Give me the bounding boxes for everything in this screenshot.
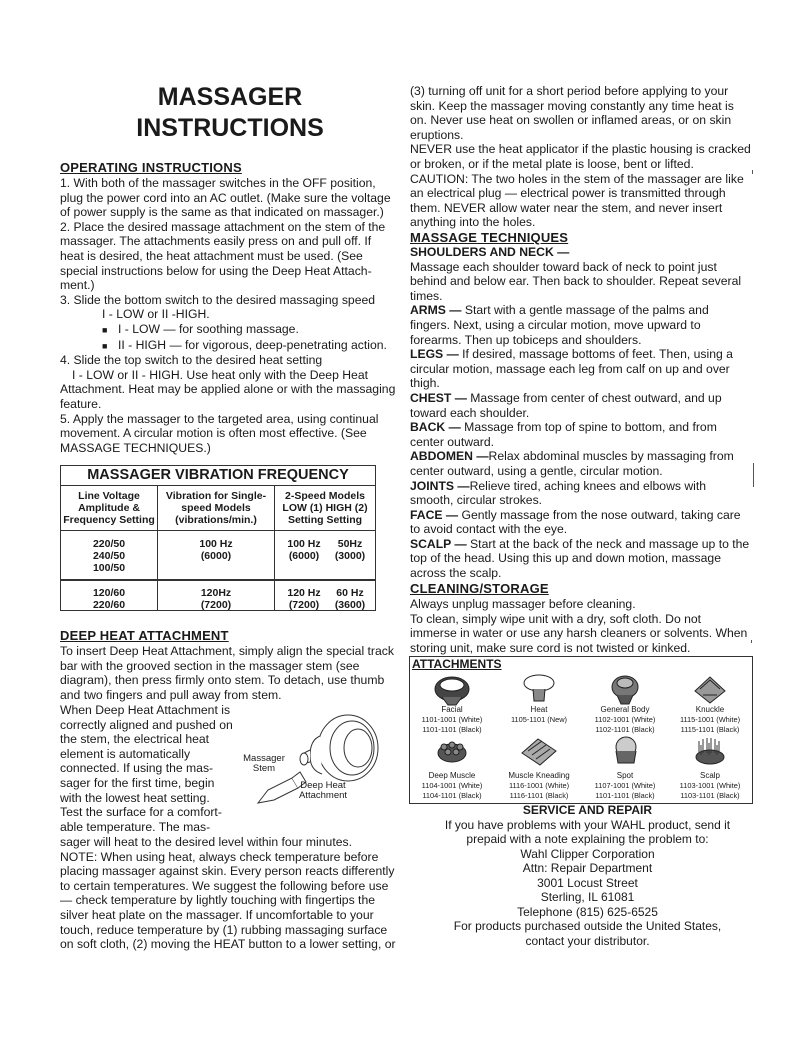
deep-heat-line: bar with the grooved section in the massager stem (see <box>60 658 360 673</box>
technique-line: thigh. <box>410 376 440 391</box>
row1-low <box>281 538 327 562</box>
technique-line: toward each shoulder. <box>410 405 530 420</box>
technique-text: Start with a gentle massage of the palms and <box>461 303 709 318</box>
operating-line: Attachment. Heat may be applied alone or with the massaging <box>60 382 396 397</box>
cell-line: (6000) <box>200 550 232 562</box>
deep-heat-line: When Deep Heat Attachment is <box>60 703 231 717</box>
margin-mark <box>751 640 752 643</box>
operating-line: 3. Slide the bottom switch to the desired massaging speed <box>60 292 376 307</box>
diagram-label: Stem <box>252 763 276 774</box>
attachment-caption <box>494 771 584 801</box>
caution-line: CAUTION: The two holes in the stem of the massager are like <box>410 171 744 186</box>
technique-item <box>410 537 755 552</box>
operating-line: 5. Apply the massager to the targeted area, using continual <box>60 411 379 426</box>
scalp-icon <box>696 738 724 764</box>
bullet-low: ■ I - LOW — for soothing massage. <box>102 321 299 336</box>
technique-item <box>410 347 755 362</box>
row1-high <box>327 538 373 562</box>
header-line: Amplitude & <box>78 502 140 514</box>
technique-label: CHEST — <box>410 390 467 405</box>
row1-voltage <box>61 538 157 574</box>
cleaning-text <box>410 597 755 655</box>
technique-label: LEGS — <box>410 347 459 362</box>
cell-line: (6000) <box>288 550 320 562</box>
technique-line: center outward. <box>410 434 495 449</box>
attachments-heading: ATTACHMENTS <box>412 657 502 671</box>
cell-line: (3600) <box>334 599 366 611</box>
technique-item <box>410 303 755 318</box>
technique-text: If desired, massage bottoms of feet. Then, using a <box>458 347 733 362</box>
header-line: Frequency Setting <box>63 514 155 526</box>
header-line: 2-Speed Models <box>285 490 365 502</box>
title-line-2: INSTRUCTIONS <box>136 114 324 142</box>
deep-heat-text-narrow <box>60 703 240 834</box>
caution-line: (3) turning off unit for a short period before applying to your <box>410 84 729 98</box>
deep-heat-line: correctly aligned and pushed on <box>60 717 233 732</box>
cell-line: (7200) <box>288 599 320 611</box>
technique-label: ABDOMEN — <box>410 449 489 464</box>
attachment-code: 1115-1001 (White) <box>679 715 741 724</box>
row2-high <box>327 587 373 611</box>
deep-heat-line: with the lowest heat setting. <box>60 790 210 805</box>
caution-line: eruptions. <box>410 127 464 142</box>
operating-line: feature. <box>60 396 102 411</box>
attachment-name: Knuckle <box>695 705 725 714</box>
technique-text: Start at the back of the neck and massage up to the <box>466 536 750 551</box>
operating-line: 2. Place the desired massage attachment on the stem of the <box>60 219 386 234</box>
techniques-heading: MASSAGE TECHNIQUES <box>410 230 569 245</box>
technique-label: FACE — <box>410 507 459 522</box>
table-title: MASSAGER VIBRATION FREQUENCY <box>61 466 375 486</box>
attachment-code: 1116-1101 (Black) <box>509 791 569 800</box>
general-body-icon <box>612 676 638 704</box>
attachment-caption <box>580 705 670 735</box>
technique-item <box>410 508 755 523</box>
attachment-code: 1103-1101 (Black) <box>680 791 740 800</box>
heat-cautions <box>410 84 755 230</box>
service-line: 3001 Locust Street <box>537 875 638 890</box>
operating-line: 1. With both of the massager switches in the OFF position, <box>60 176 376 190</box>
col-header-single <box>158 490 274 526</box>
cell-line: 60 Hz <box>336 587 364 599</box>
operating-line: 4. Slide the top switch to the desired heat setting <box>60 353 323 368</box>
heat-attachment-icon <box>524 675 554 701</box>
bullet-high: ■ II - HIGH — for vigorous, deep-penetrating action. <box>102 337 387 352</box>
deep-heat-text-full <box>60 644 400 702</box>
deep-heat-line: on soft cloth, (2) moving the HEAT button to a lower setting, or <box>60 937 396 952</box>
cell-line: (7200) <box>200 599 232 611</box>
deep-heat-line: Test the surface for a comfort- <box>60 805 222 820</box>
operating-line: massager. The attachments easily press on and pull off. If <box>60 234 372 249</box>
attachment-caption <box>665 705 755 735</box>
page-title <box>90 82 370 144</box>
deep-heat-diagram <box>240 708 400 818</box>
cell-line: 120Hz <box>200 587 232 599</box>
technique-label: JOINTS — <box>410 478 470 493</box>
caution-line: NEVER use the heat applicator if the plastic housing is cracked <box>410 142 751 157</box>
deep-heat-line: able temperature. The mas- <box>60 819 211 834</box>
row1-single <box>158 538 274 562</box>
attachment-code: 1116-1001 (White) <box>508 781 570 790</box>
technique-item <box>410 391 755 406</box>
deep-heat-line: the stem, the electrical heat <box>60 732 210 747</box>
cell-line: 220/50 <box>92 538 126 550</box>
attachment-code: 1102-1101 (Black) <box>595 725 655 734</box>
cleaning-heading: CLEANING/STORAGE <box>410 581 549 596</box>
caution-line: on. Never use heat on swollen or inflamed areas, or on skin <box>410 113 732 128</box>
technique-line: smooth, circular strokes. <box>410 493 543 508</box>
technique-line: circular motion, massage each leg from calf on up and over <box>410 361 730 376</box>
attachment-name: Spot <box>616 771 634 780</box>
header-line: Line Voltage <box>78 490 140 502</box>
header-line: LOW (1) HIGH (2) <box>282 502 368 514</box>
technique-text: Gently massage from the nose outward, taking care <box>458 507 741 522</box>
service-section <box>410 803 765 948</box>
deep-heat-heading: DEEP HEAT ATTACHMENT <box>60 628 229 643</box>
operating-heading: OPERATING INSTRUCTIONS <box>60 160 242 175</box>
technique-item <box>410 420 755 435</box>
service-line: If you have problems with your WAHL product, send it <box>444 817 731 832</box>
attachment-code: 1103-1001 (White) <box>679 781 741 790</box>
caution-line: them. NEVER allow water near the stem, and never insert <box>410 200 723 215</box>
technique-line: times. <box>410 288 443 303</box>
attachment-name: General Body <box>600 705 650 714</box>
operating-line: heat is desired, the heat attachment must be used. (See <box>60 248 363 263</box>
cleaning-line: Always unplug massager before cleaning. <box>410 597 636 611</box>
deep-heat-line: To insert Deep Heat Attachment, simply align the special track <box>60 644 394 658</box>
technique-text: Massage from center of chest outward, and up <box>466 390 722 405</box>
attachment-code: 1105-1101 (New) <box>510 715 567 724</box>
service-heading: SERVICE AND REPAIR <box>522 803 653 817</box>
attachment-code: 1115-1101 (Black) <box>680 725 740 734</box>
technique-line: Massage each shoulder toward back of neck to point just <box>410 259 717 274</box>
operating-line: of power supply is the same as that indicated on massager.) <box>60 205 384 220</box>
cell-line: (3000) <box>334 550 366 562</box>
attachment-code: 1104-1001 (White) <box>421 781 483 790</box>
cleaning-line: storing unit, make sure cord is not twisted or kinked. <box>410 640 691 655</box>
caution-line: anything into the holes. <box>410 215 536 230</box>
attachment-name: Deep Muscle <box>428 771 476 780</box>
attachment-code: 1107-1001 (White) <box>594 781 656 790</box>
label-deep-heat <box>296 781 350 801</box>
deep-heat-line: placing massager against skin. Every person reacts differently <box>60 864 395 879</box>
header-line: Setting Setting <box>287 514 363 526</box>
operating-instructions <box>60 176 400 455</box>
row2-voltage <box>61 587 157 611</box>
technique-label: BACK — <box>410 420 461 435</box>
attachment-code: 1101-1101 (Black) <box>595 791 655 800</box>
operating-line: ment.) <box>60 278 95 293</box>
deep-heat-line: connected. If using the mas- <box>60 761 214 776</box>
title-line-1: MASSAGER <box>157 83 303 111</box>
cell-line: 100 Hz <box>199 538 233 550</box>
attachment-caption <box>407 771 497 801</box>
service-line: Telephone (815) 625-6525 <box>517 904 658 919</box>
caution-line: or broken, or if the metal plate is loose, bent or lifted. <box>410 156 694 171</box>
operating-line: MASSAGE TECHNIQUES.) <box>60 440 211 455</box>
facial-icon <box>435 677 469 705</box>
attachment-code: 1101-1001 (White) <box>421 715 483 724</box>
muscle-kneading-icon <box>522 739 556 765</box>
margin-mark <box>752 170 753 174</box>
deep-heat-line: NOTE: When using heat, always check temperature before <box>60 849 379 864</box>
row2-low <box>281 587 327 611</box>
technique-item <box>410 449 755 464</box>
attachment-name: Scalp <box>699 771 720 780</box>
service-line: Attn: Repair Department <box>522 861 653 875</box>
technique-line: fingers. Next, using a circular motion, move upward to <box>410 317 701 332</box>
technique-line: across the scalp. <box>410 566 502 581</box>
attachment-code: 1102-1001 (White) <box>594 715 656 724</box>
deep-heat-line: element is automatically <box>60 746 191 761</box>
operating-line: movement. A circular motion is often most effective. (See <box>60 426 367 441</box>
cleaning-line: immerse in water or use any harsh cleaners or solvents. When <box>410 626 748 641</box>
attachment-caption <box>407 705 497 735</box>
technique-label: SCALP — <box>410 536 467 551</box>
label-massager-stem <box>242 754 286 774</box>
service-line: Wahl Clipper Corporation <box>520 846 655 861</box>
cell-line: 240/50 <box>92 550 126 562</box>
attachment-caption <box>665 771 755 801</box>
service-line: prepaid with a note explaining the problem to: <box>466 832 709 846</box>
header-line: speed Models <box>181 502 251 514</box>
technique-text: Relax abdominal muscles by massaging from <box>488 449 734 464</box>
deep-heat-line: touch, reduce temperature by (1) rubbing massaging surface <box>60 922 388 937</box>
deep-muscle-icon <box>438 742 466 762</box>
heat-line: I - LOW or II - HIGH. Use heat only with the Deep Heat <box>72 367 368 382</box>
diagram-label: Attachment <box>298 790 348 801</box>
technique-text: Massage from top of spine to bottom, and from <box>460 420 717 435</box>
deep-heat-line: silver heat plate on the massager. If uncomfortable to your <box>60 907 374 922</box>
deep-heat-text-after <box>60 835 400 952</box>
service-line: Sterling, IL 61081 <box>540 890 635 904</box>
spot-icon <box>616 737 636 763</box>
vibration-frequency-table <box>60 465 376 611</box>
technique-line: forearms. Then up tobiceps and shoulders. <box>410 332 642 347</box>
technique-line: to avoid contact with the eye. <box>410 522 568 537</box>
attachment-name: Facial <box>441 705 463 714</box>
cell-line: 50Hz <box>337 538 363 550</box>
margin-mark <box>753 463 754 487</box>
col-header-voltage <box>61 490 157 526</box>
service-line: contact your distributor. <box>525 933 650 948</box>
technique-item <box>410 479 755 494</box>
deep-heat-line: sager will heat to the desired level within four minutes. <box>60 835 352 849</box>
cell-line: 100 Hz <box>287 538 321 550</box>
attachment-code: 1101-1101 (Black) <box>422 725 482 734</box>
technique-label: SHOULDERS AND NECK — <box>410 245 570 259</box>
deep-heat-line: diagram), then press firmly onto stem. To detach, use thumb <box>60 673 385 688</box>
knuckle-icon <box>695 677 725 703</box>
techniques-list <box>410 245 755 581</box>
technique-item <box>410 245 755 260</box>
technique-label: ARMS — <box>410 303 462 318</box>
caution-line: an electrical plug — electrical power is transmitted through <box>410 186 726 201</box>
attachment-caption <box>580 771 670 801</box>
cell-line: 120/60 <box>92 587 126 599</box>
attachments-box <box>409 656 753 804</box>
deep-heat-line: to certain temperatures. We suggest the following before use <box>60 878 389 893</box>
col-header-two-speed <box>275 490 375 526</box>
operating-line: special instructions below for using the Deep Heat Attach- <box>60 263 372 278</box>
attachment-code: 1104-1101 (Black) <box>422 791 482 800</box>
technique-line: behind and below ear. Then back to shoulder. Repeat several <box>410 274 742 289</box>
attachment-name: Muscle Kneading <box>508 771 570 780</box>
caution-line: skin. Keep the massager moving constantly any time heat is <box>410 98 734 113</box>
service-line: For products purchased outside the United States, <box>453 919 722 933</box>
technique-text: Relieve tired, aching knees and elbows with <box>469 478 707 493</box>
diagram-label: Massager <box>243 753 285 764</box>
deep-heat-line: — check temperature by lightly touching with fingertips the <box>60 893 376 908</box>
cleaning-line: To clean, simply wipe unit with a dry, soft cloth. Do not <box>410 611 702 626</box>
header-line: (vibrations/min.) <box>175 514 257 526</box>
cell-line: 120 Hz <box>287 587 321 599</box>
cell-line: 100/50 <box>92 562 126 574</box>
row2-single <box>158 587 274 611</box>
attachment-caption <box>494 705 584 725</box>
deep-heat-line: sager for the first time, begin <box>60 775 215 790</box>
technique-line: center outward, using a gentle, circular motion. <box>410 463 663 478</box>
attachment-name: Heat <box>530 705 548 714</box>
speed-options: I - LOW or II -HIGH. <box>102 307 210 322</box>
deep-heat-line: and two fingers and pull away from stem. <box>60 687 282 702</box>
technique-line: top of the head. Using this up and down motion, massage <box>410 551 721 566</box>
diagram-label: Deep Heat <box>300 780 346 791</box>
cell-line: 220/60 <box>92 599 126 611</box>
operating-line: plug the power cord into an AC outlet. (Make sure the voltage <box>60 190 391 205</box>
header-line: Vibration for Single- <box>165 490 267 502</box>
